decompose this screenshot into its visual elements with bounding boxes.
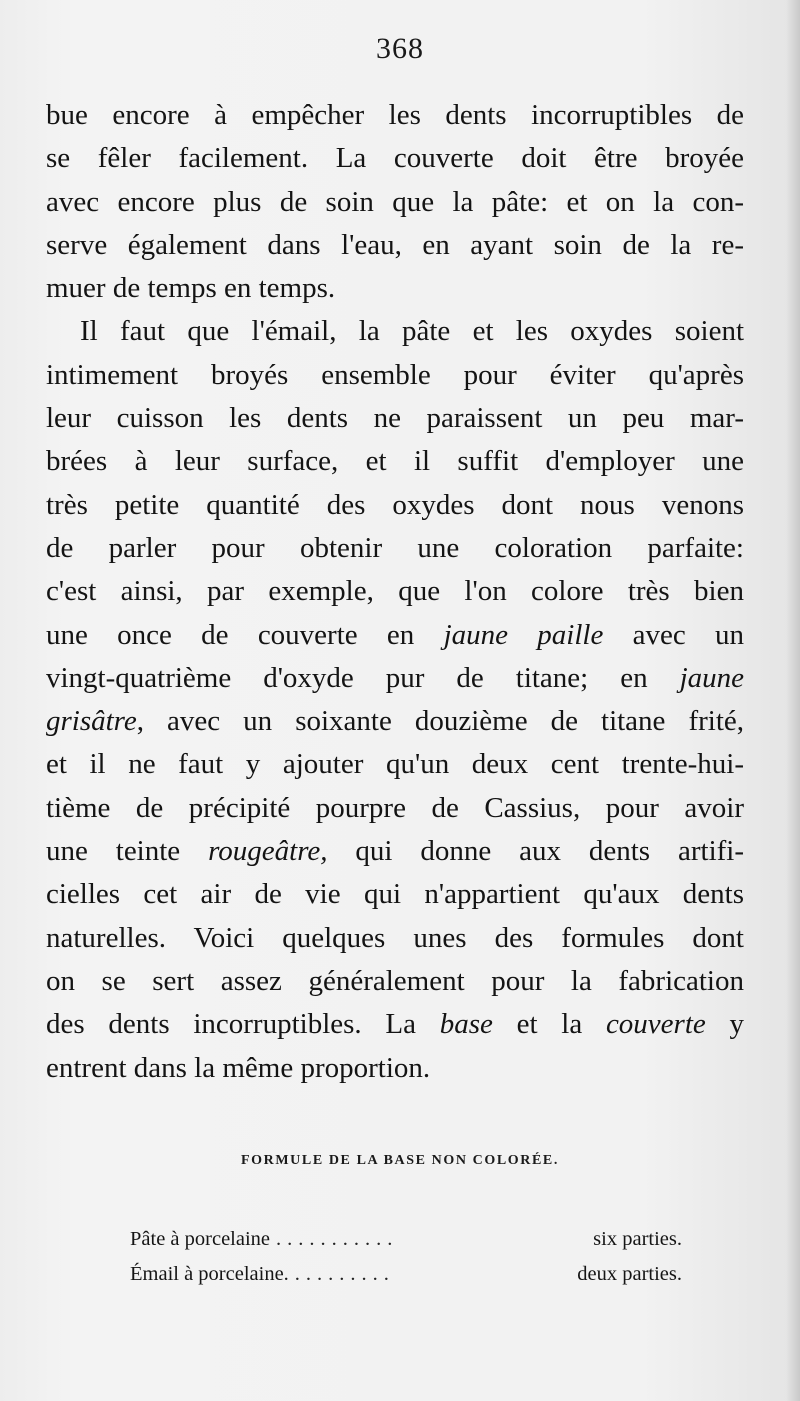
- formula-leader-dots: ...........: [276, 1228, 399, 1250]
- text-run: entrent dans la même proportion.: [46, 1051, 431, 1084]
- text-line: [46, 787, 744, 830]
- text-run: brées à leur surface, et il suffit d'employer une: [46, 445, 744, 478]
- text-run: leur cuisson les dents ne paraissent un peu mar-: [46, 402, 744, 435]
- text-run: on se sert assez généralement pour la fabrication: [46, 964, 744, 997]
- body-text: [46, 94, 744, 1090]
- text-line: [46, 484, 744, 527]
- text-line: [46, 354, 744, 397]
- italic-text: rougeâtre,: [208, 835, 328, 868]
- formula-row: [130, 1228, 682, 1251]
- italic-text: grisâtre: [46, 705, 137, 738]
- text-line: [46, 1003, 744, 1046]
- italic-text: jaune paille: [443, 618, 604, 651]
- text-line: [46, 700, 744, 743]
- text-line: [46, 830, 744, 873]
- text-run: serve également dans l'eau, en ayant soin de la re-: [46, 228, 744, 261]
- text-run: c'est ainsi, par exemple, que l'on colore très bien: [46, 575, 744, 608]
- text-run: se fêler facilement. La couverte doit être broyée: [46, 142, 744, 175]
- text-run: y: [705, 1008, 745, 1041]
- text-line: [46, 1047, 744, 1090]
- text-line: [46, 527, 744, 570]
- text-run: vingt-quatrième d'oxyde pur de titane; en: [46, 661, 680, 694]
- text-run: des dents incorruptibles. La: [46, 1008, 440, 1041]
- text-line: [46, 570, 744, 613]
- text-run: qui donne aux dents artifi-: [327, 835, 744, 868]
- page-number: 368: [376, 32, 424, 65]
- formula-title: FORMULE DE LA BASE NON COLORÉE.: [241, 1153, 559, 1168]
- text-line: [46, 614, 744, 657]
- text-line: [46, 224, 744, 267]
- text-run: intimement broyés ensemble pour éviter qu'après: [46, 358, 744, 391]
- text-line: [46, 917, 744, 960]
- text-line: [46, 873, 744, 916]
- formula-quantity: six parties.: [593, 1228, 682, 1250]
- text-line: [46, 137, 744, 180]
- italic-text: couverte: [605, 1008, 706, 1041]
- formula-row: [130, 1263, 682, 1286]
- formula-ingredient: Pâte à porcelaine: [130, 1228, 271, 1250]
- formula-leader-dots: .........: [294, 1263, 395, 1285]
- page-edge-shadow: [786, 0, 800, 1401]
- text-run: avec un: [603, 618, 744, 651]
- text-run: cielles cet air de vie qui n'appartient qu'aux dents: [46, 878, 744, 911]
- text-line: [46, 743, 744, 786]
- text-run: bue encore à empêcher les dents incorruptibles de: [46, 99, 744, 131]
- formula-quantity: deux parties.: [577, 1263, 682, 1285]
- text-run: une once de couverte en: [46, 618, 444, 651]
- text-line: [46, 267, 744, 310]
- text-line: [46, 181, 744, 224]
- text-run: très petite quantité des oxydes dont nous venons: [46, 488, 744, 521]
- text-run: tième de précipité pourpre de Cassius, pour avoir: [46, 791, 744, 824]
- text-run: avec encore plus de soin que la pâte: et on la con-: [46, 185, 744, 218]
- formula-ingredient: Émail à porcelaine.: [130, 1263, 289, 1285]
- text-run: naturelles. Voici quelques unes des formules dont: [46, 921, 744, 954]
- text-line: [46, 440, 744, 483]
- text-run: une teinte: [46, 835, 209, 868]
- italic-text: jaune: [679, 661, 744, 694]
- text-run: de parler pour obtenir une coloration parfaite:: [46, 531, 744, 564]
- text-run: Il faut que l'émail, la pâte et les oxydes soient: [80, 315, 744, 348]
- text-line: [46, 94, 744, 137]
- text-line: [46, 397, 744, 440]
- text-run: , avec un soixante douzième de titane frité,: [136, 705, 744, 738]
- text-line: [46, 310, 744, 353]
- text-run: muer de temps en temps.: [46, 272, 336, 305]
- italic-text: base: [439, 1008, 493, 1041]
- text-run: et il ne faut y ajouter qu'un deux cent trente-hui-: [46, 748, 744, 781]
- text-run: et la: [492, 1008, 606, 1041]
- text-line: [46, 960, 744, 1003]
- text-line: [46, 657, 744, 700]
